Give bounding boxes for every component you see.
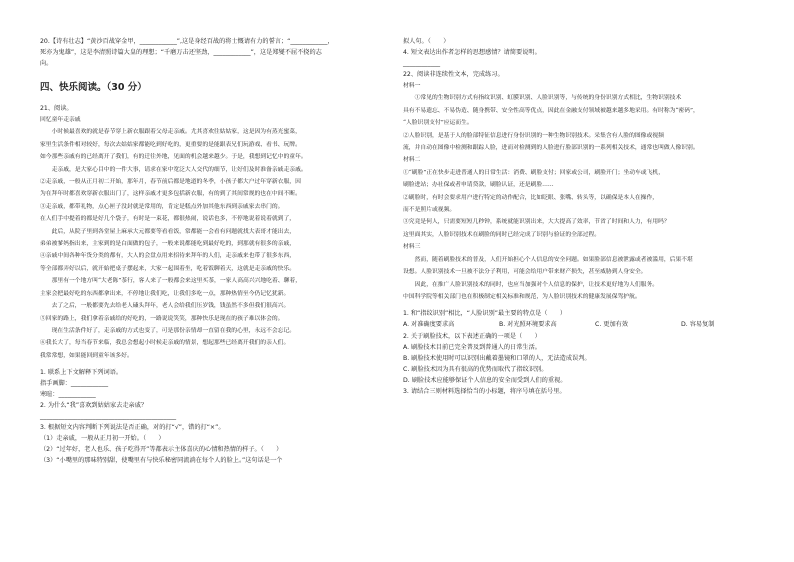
material-line: 中国科学院等相关部门也在积极制定相关标准和规范，为人脸识别技术的健康发展保驾护航。 [403,293,641,300]
material-3-body [403,254,760,304]
story-line: 我常常想，如果能回到童年该多好。 [40,352,133,359]
option-d: D. 容易复制 [681,321,715,329]
story-line: 如今那些亲戚有的已经离开了我们，有的迁往外地，见面的机会越来越少。于是，我想到记忆中的童年。 [40,154,307,161]
material-line: “人脸识别支付”应运而生。 [403,120,473,127]
left-column [40,36,365,466]
r-q2-prompt: 2. 关于刷脸技术，以下表述正确的一项是（ ） [403,333,541,341]
r-q1-prompt: 1. 和“指纹识别”相比，“人脸识别”最主要的特点是（ ） [403,310,567,318]
q20-line-2: 死亦为鬼雄”，这是李清照诗篇大皇的理想；“千磨万击还坚劲，____________”，这是郑燮不屈不挠的志 [40,49,322,56]
r-q2-d: D. 刷脸技术应能够保证个人信息的安全而受到人们的重视。 [403,377,567,385]
story-line: ④亲戚中间各种年货分类的都有，大人的会盘点用来招待来拜年的人们，走亲戚来也带了很多东西， [40,253,296,260]
r-q3-prompt: 3. 请结合三则材料选择恰当的小标题，将序号填在括号里。 [403,388,566,396]
story-line: 在人们手中提着的都是好几个袋子，有时是一束花，都很热闹，说话也多，不停地说着说着就到了， [40,216,296,223]
story-line: 家里生活条件相对较好，每次去姑姑家都能吃到好吃的，更重要的是能跟表兄们玩游戏、看书、玩牌。 [40,141,301,148]
story-line: ⑥我长大了，每当春节来临，我总会想起小时候走亲戚的情景，想起那些已经离开我们的亲人们。 [40,340,290,347]
q20-line-1: 20.【诗有壮志】“黄沙百战穿金甲，____________”,这是身经百战的将士慨请有力的誓言；“____________， [40,38,334,45]
material-line: 而不是照片或视频。 [403,207,456,214]
option-a: A. 对准确度要求高 [403,321,455,329]
story-line: ②走亲戚，一般从正月初二开始，那年月，春节前后都是地道的冬季，小孩子都大户过年穿新衣服，因 [40,179,301,186]
q22-label: 22、阅读非连续性文本，完成练习。 [403,71,504,78]
material-line: ②人脸识别，是基于人的脸部特征信息进行身份识别的一种生物识别技术。采集含有人脸的图像或视频 [403,132,664,139]
story-line: 现在生活条件好了，走亲戚的方式也变了，可是那份亲情却一直留在我的心里，永远不会忘记。 [40,327,296,334]
story-line: 去了之后，一般都要先去给老人磕头拜年，老人会给我们压岁钱，钱虽然不多但我们很高兴。 [40,303,290,310]
story-line: 为在拜年时都喜欢穿新衣服出门了，这样亲戚才更多包括新衣服，有的到了其间常规的也在中间不断。 [40,191,301,198]
material-line: 流，并自动在图像中检测和跟踪人脸，进而对检测到的人脸进行脸部识别的一系列相关技术，通常也叫做人像识别。 [403,145,699,152]
material-1-label: 材料一 [403,83,421,89]
q20-line-3: 向。 [40,60,53,67]
story-line: 主家会把最好吃的东西都拿出来，不停地让我们吃，让我们多吃一点，那种热情至今仍记忆犹新。 [40,290,290,297]
story-title: 回忆童年走亲戚 [40,117,81,123]
story-line: ③走亲戚，都带礼物，点心匣子没封就是常用的，肯定是糕点外加其他东西到亲戚家去串门的。 [40,203,284,210]
q1a-blank: 指手画脚：____________ [40,380,109,388]
material-line: 因此，在推广人脸识别技术的同时，也应当加强对个人信息的保护，让技术更好地为人们服务。 [403,281,659,288]
q2-prompt: 2. 为什么“我”喜欢到姑姑家去走亲戚？ [40,402,148,410]
story-line: 弟弟被爹妈指出来，主家到的是白面做的包子，一般来说都能吃到最好吃的，到那就有很多的亲戚， [40,241,296,248]
q21-label: 21、阅读。 [40,105,73,112]
story-line: 小时候最喜欢的就是春节穿上新衣服跟着父母走亲戚。尤其喜欢往姑姑家，这是因为有蒸光蜜菜， [40,129,301,136]
material-line: ①“刷脸”正在快步走进普通人的日常生活：消费、刷脸支付；回家或公司，刷脸开门；坐动车或飞机， [403,169,664,176]
material-1-2-body [403,92,760,241]
story-body [40,126,365,362]
story-line: 此后，从院子里到各堂屋上麻承大元都要等看看饭，常都能一会看有问题就找大表哥才能出去， [40,228,296,235]
r-q4-blank: ____________ [403,60,441,67]
material-line: ③究竟是何人，只需要短短几秒钟，系统就能识别出来，大大提高了效率，节省了时间和人力，有用吗？ [403,219,670,226]
material-line: 材料二 [403,157,421,164]
story-line: 等全部都弄好以后，就开始把桌子摆起来，大家一起围着坐，吃着饭聊着天，这就是走亲戚的快乐。 [40,265,296,272]
material-3-label: 材料三 [403,244,421,251]
material-line: 这里面其实，人脸识别技术在刷脸的同时已经完成了识别与验证的全部过程。 [403,231,601,238]
option-b: B. 对光照环境要求高 [499,321,557,329]
option-c: C. 更加有效 [595,321,629,329]
q2-answer-line: ____________________________________________ [40,413,177,421]
r-q2-a: A. 刷脸技术目前已完全普及到普通人的日常生活。 [403,344,541,352]
material-line: 然而，随着刷脸技术的普及，人们开始担心个人信息的安全问题。如果脸部信息被泄露或者被滥用，后果不堪 [403,256,693,263]
story-line: 那里有一个地方叫“大老陈”茶行，客人来了一般都会来这里买茶，一家人高高兴兴地吃着、聊着， [40,278,301,285]
right-column [403,36,760,397]
material-line: 刷脸进站；办社保或者申请贷款，刷脸认证，还是刷脸…… [403,182,554,189]
q1-prompt: 1. 联系上下文解释下列词语。 [40,369,123,377]
r-q4-prompt: 4. 短文表达出作者怎样的思想感情？请简要说明。 [403,49,541,56]
q3-prompt: 3. 根据短文内容判断下列说法是否正确，对的打“√”，错的打“×”。 [40,424,225,432]
material-line: ②刷脸时，有时会要求用户进行特定的动作配合，比如眨眼、张嘴、转头等，以确保是本人在操作， [403,194,659,201]
story-line: ⑤回家的路上，我们拿着亲戚给的好吃的，一路说说笑笑，那种快乐是现在的孩子难以体会的。 [40,315,284,322]
material-line: 具有不易遗忘、不易伪造、随身携带、安全性高等优点，因此在金融支付领域被越来越多地采用。有时称为“密码”， [403,107,699,114]
r-q2-c: C. 刷脸技术因为具有很高的优势而取代了指纹识别。 [403,366,548,374]
q1b-blank: 寒暄：____________ [40,391,96,399]
q3c: （3）“小嘴里的那味特别甜，使嘴里有与快乐秘密同流淌在每个人的脸上。”这句话是一个 [40,457,283,465]
story-line: 走亲戚，是大家心目中的一件大事，请求在家中宽泛大人交代的细节，让好们及时准备亲戚走亲戚。 [40,166,307,173]
q3a: （1）走亲戚，一般从正月初一开始。（ ） [40,435,165,443]
r-q1-options [403,319,760,331]
r-q2-b: B. 刷脸技术使用时可以识别出戴着墨镜和口罩的人，无法造成误判。 [403,355,591,363]
section-title: 四、快乐阅读。（30 分） [40,82,147,93]
material-line: 设想。人脸识别技术一旦被不法分子利用，可能会给用户带来财产损失，甚至威胁到人身安全。 [403,269,647,276]
material-line: ①常见的生物识别方式有指纹识别、虹膜识别、人脸识别等，与传统的身份识别方式相比，生物识别技术 [403,95,682,102]
q3b: （2）“过年好，老人也乐、孩子吃得开”等都表示主体喜庆的心情和热情的样子。（ ） [40,446,283,454]
r-line-1: 拟人句。（ ） [403,38,450,45]
